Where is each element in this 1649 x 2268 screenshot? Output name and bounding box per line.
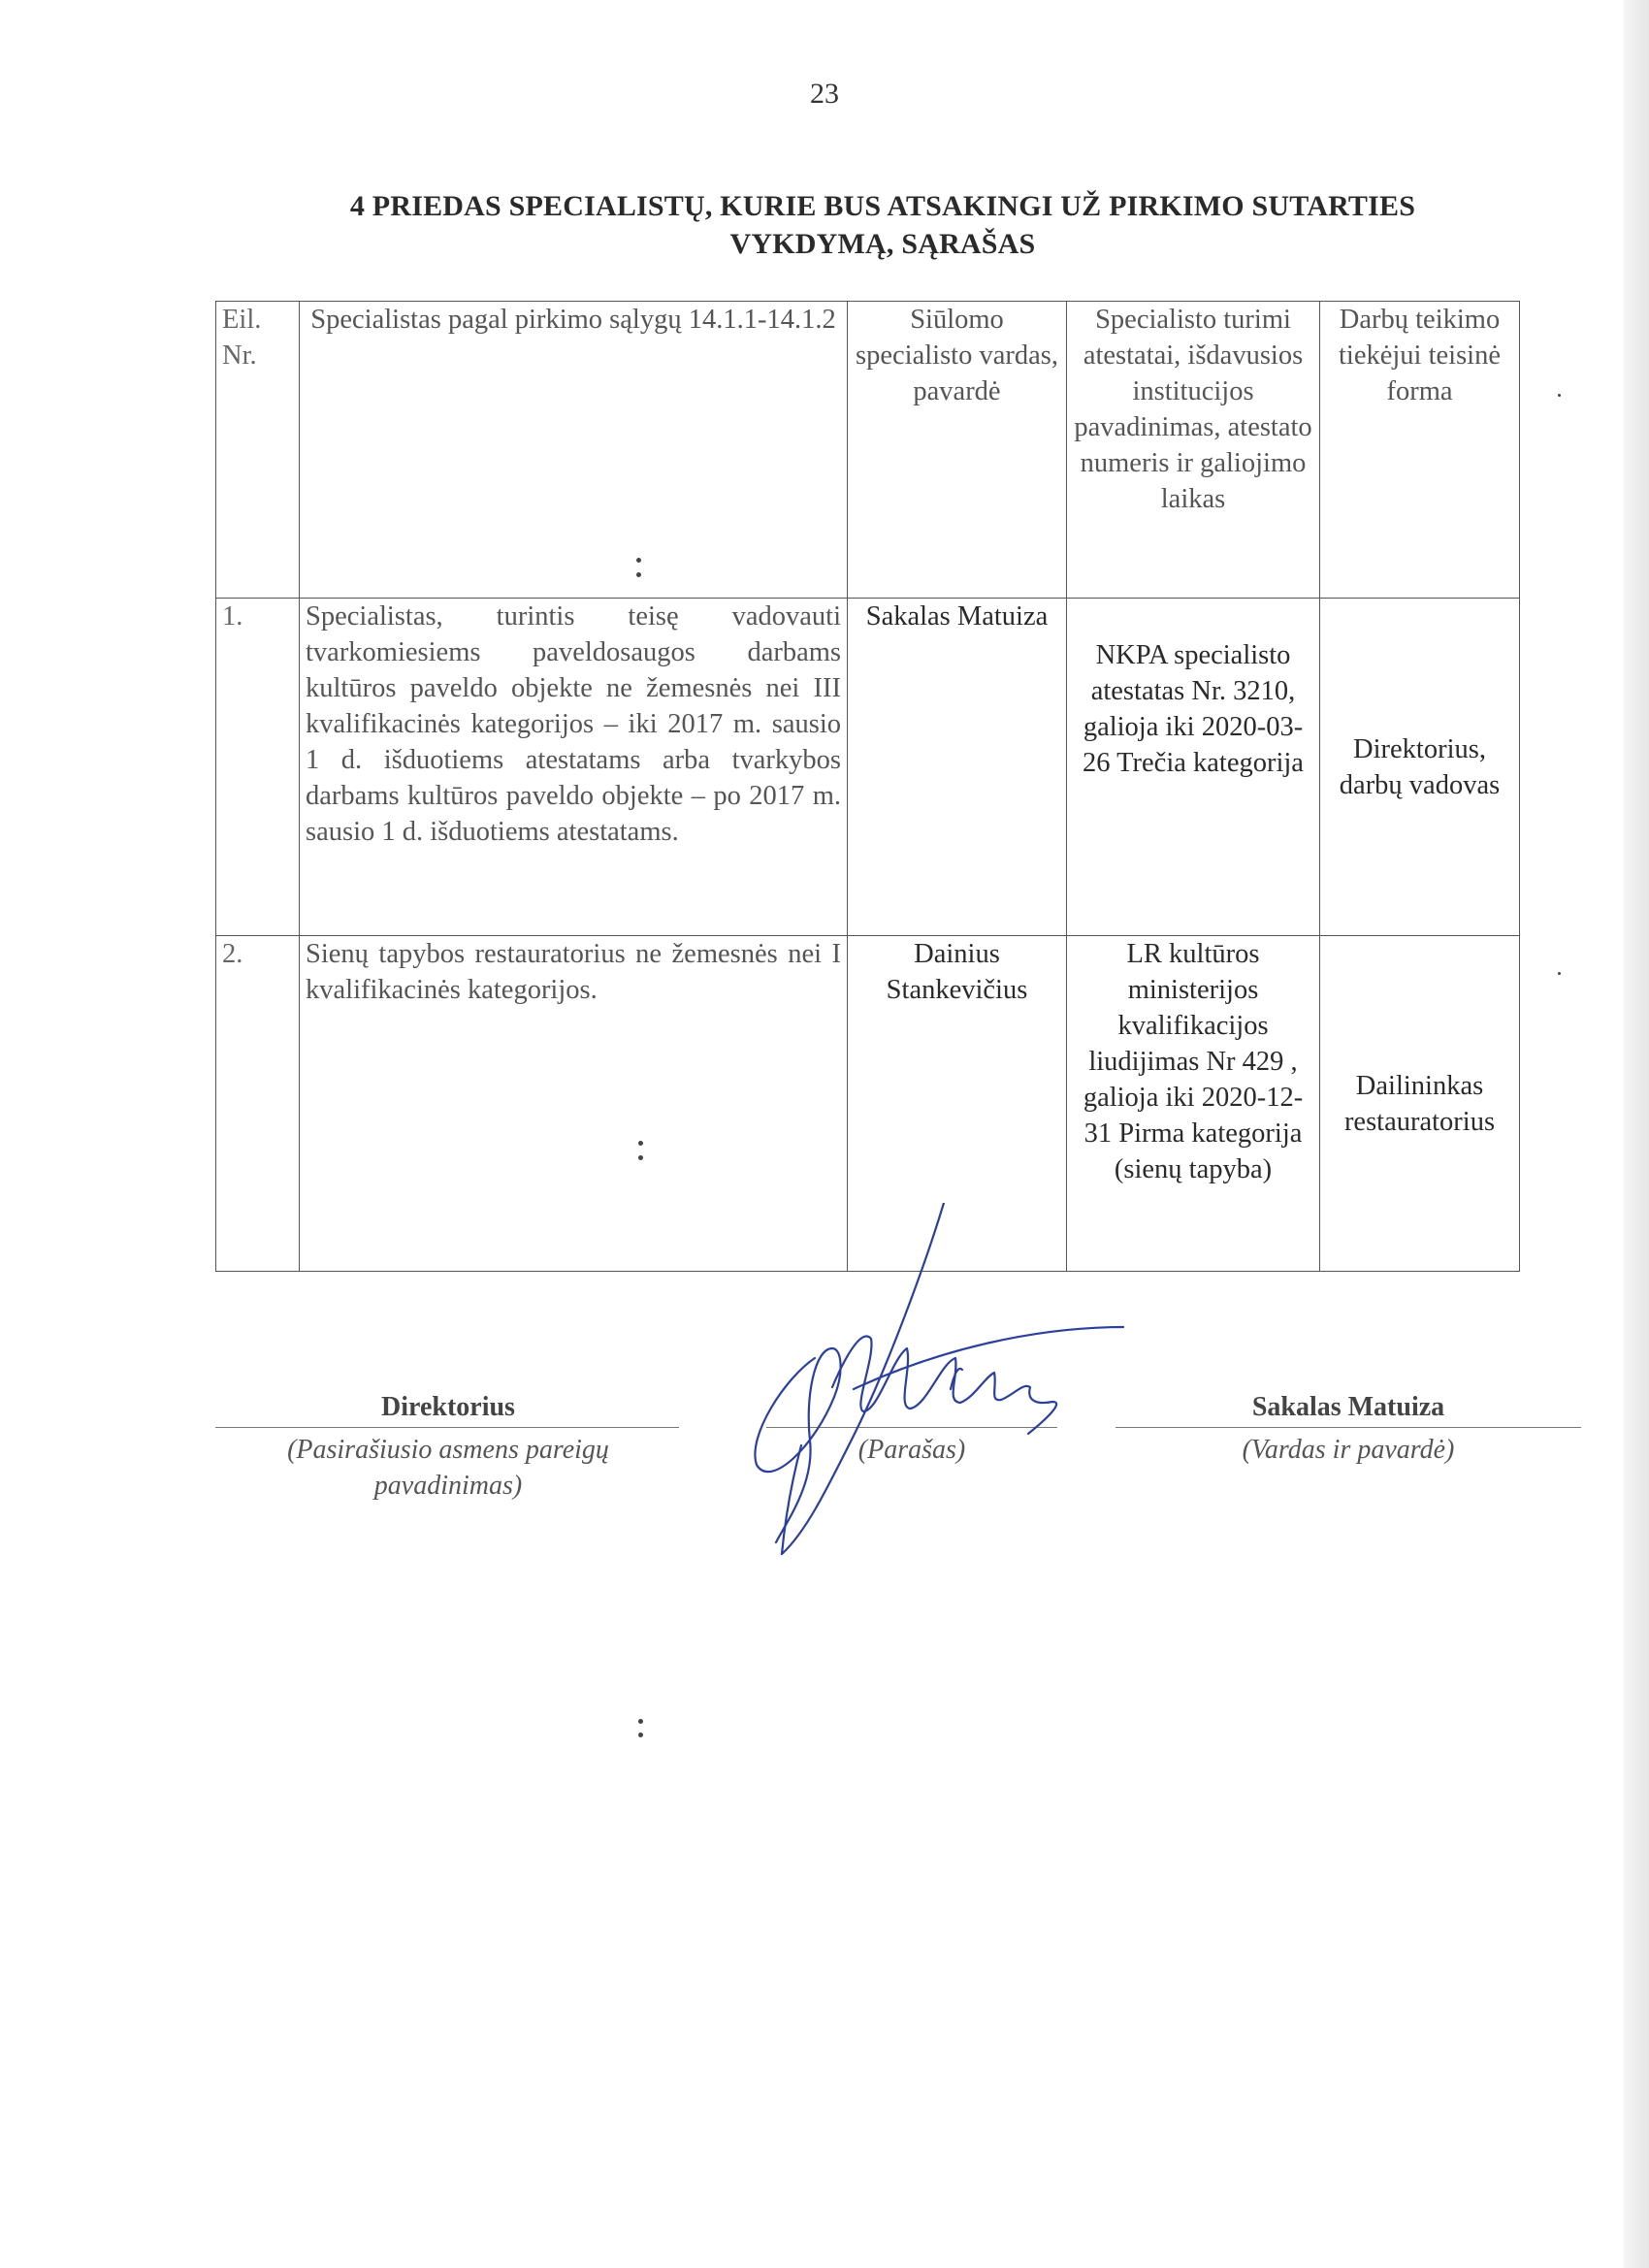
signer-position-caption: (Pasirašiusio asmens pareigų pavadinimas) <box>287 1435 609 1501</box>
row-2-nr: 2. <box>216 936 300 1272</box>
document-title <box>213 187 1552 263</box>
row-1-certificate: NKPA specialisto atestatas Nr. 3210, galioja iki 2020-03-26 Trečia kategorija <box>1067 599 1320 936</box>
scan-edge-shadow <box>1624 0 1649 2268</box>
scan-speck <box>1558 394 1561 397</box>
header-name: Siūlomo specialisto vardas, pavardė <box>848 302 1067 599</box>
row-1-condition: Specialistas, turintis teisę vadovauti tvarkomiesiems paveldosaugos darbams kultūros paveldo objekte ne žemesnės nei III kvalifikacinės kategorijos – iki 2017 m. sausio 1 d. išduotiems atestatams arba tvarkybos darbams kultūros paveldo objekte – po 2017 m. sausio 1 d. išduotiems atestatams. <box>300 599 848 936</box>
row-2-name: Dainius Stankevičius <box>848 936 1067 1272</box>
signature-caption: (Parašas) <box>857 1435 966 1465</box>
row-2-legal-form: Dailininkas restauratorius <box>1320 936 1520 1272</box>
scan-speck <box>638 1141 643 1146</box>
title-line-1: 4 PRIEDAS SPECIALISTŲ, KURIE BUS ATSAKINGI UŽ PIRKIMO SUTARTIES <box>349 190 1416 222</box>
signer-position-line <box>215 1427 679 1428</box>
table-row <box>216 599 1520 936</box>
table-header-row <box>216 302 1520 599</box>
scan-speck <box>1558 972 1561 975</box>
row-2-condition: Sienų tapybos restauratorius ne žemesnės nei I kvalifikacinės kategorijos. <box>300 936 848 1272</box>
specialists-table <box>215 301 1520 1272</box>
page-number: 23 <box>810 78 839 110</box>
signer-position: Direktorius <box>381 1392 515 1422</box>
signer-name-caption: (Vardas ir pavardė) <box>1242 1435 1455 1465</box>
title-line-2: VYKDYMĄ, SĄRAŠAS <box>729 228 1036 260</box>
header-nr: Eil. Nr. <box>216 302 300 599</box>
scan-speck <box>638 1733 643 1737</box>
row-1-legal-form: Direktorius, darbų vadovas <box>1320 599 1520 936</box>
header-condition: Specialistas pagal pirkimo sąlygų 14.1.1-14.1.2 <box>300 302 848 599</box>
handwritten-signature <box>718 1203 1125 1562</box>
row-2-certificate: LR kultūros ministerijos kvalifikacijos liudijimas Nr 429 , galioja iki 2020-12-31 Pirma kategorija (sienų tapyba) <box>1067 936 1320 1272</box>
scan-speck <box>638 1155 643 1160</box>
scan-speck <box>638 1719 643 1724</box>
scan-speck <box>636 572 641 577</box>
signer-name: Sakalas Matuiza <box>1251 1392 1445 1422</box>
header-legal-form: Darbų teikimo tiekėjui teisinė forma <box>1320 302 1520 599</box>
row-1-name: Sakalas Matuiza <box>848 599 1067 936</box>
scan-speck <box>636 558 641 563</box>
row-1-nr: 1. <box>216 599 300 936</box>
signer-name-line <box>1116 1427 1581 1428</box>
header-certificate: Specialisto turimi atestatai, išdavusios institucijos pavadinimas, atestato numeris ir galiojimo laikas <box>1067 302 1320 599</box>
